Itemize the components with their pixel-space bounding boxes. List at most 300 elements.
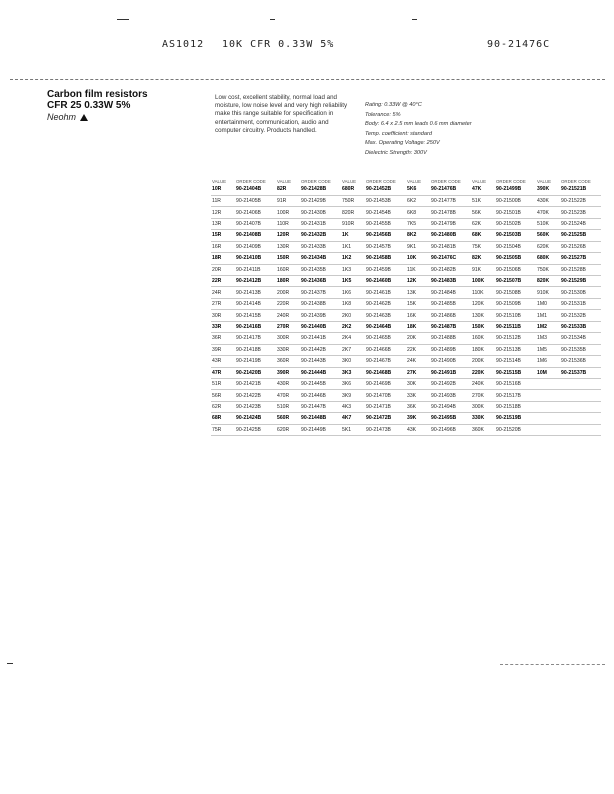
resistance-value: 180R: [276, 276, 300, 287]
resistance-value: 3K3: [341, 367, 365, 378]
table-row: [211, 424, 601, 435]
resistance-value: 200K: [471, 356, 495, 367]
order-code: 90-21430B: [300, 207, 341, 218]
corner-mark: [7, 663, 13, 664]
column-header-code: ORDER CODE: [236, 179, 266, 184]
order-code: 90-21440B: [300, 321, 341, 332]
order-code: 90-21503B: [495, 230, 536, 241]
order-code: 90-21405B: [235, 195, 276, 206]
order-code: 90-21410B: [235, 253, 276, 264]
order-code: 90-21489B: [430, 344, 471, 355]
resistance-value: 470R: [276, 390, 300, 401]
resistance-value: 5K6: [406, 184, 430, 195]
resistance-value: 5K1: [341, 424, 365, 435]
order-code: 90-21522B: [560, 195, 601, 206]
resistance-value: 51K: [471, 195, 495, 206]
resistance-value: 68R: [211, 413, 235, 424]
order-code: 90-21481B: [430, 241, 471, 252]
resistance-value: 130R: [276, 241, 300, 252]
table-row: [211, 356, 601, 367]
order-code: 90-21453B: [365, 195, 406, 206]
resistance-value: 330R: [276, 344, 300, 355]
resistance-value: 91K: [471, 264, 495, 275]
order-code: 90-21434B: [300, 253, 341, 264]
order-code: 90-21449B: [300, 424, 341, 435]
resistance-value: 1K2: [341, 253, 365, 264]
resistance-value: 2K7: [341, 344, 365, 355]
resistance-value: 270R: [276, 321, 300, 332]
order-code: 90-21480B: [430, 230, 471, 241]
resistance-value: 16K: [406, 310, 430, 321]
table-row: [211, 321, 601, 332]
order-code: 90-21465B: [365, 333, 406, 344]
resistance-value: 820R: [341, 207, 365, 218]
order-code: [560, 413, 601, 424]
column-header-code: ORDER CODE: [496, 179, 526, 184]
resistance-value: 3K9: [341, 390, 365, 401]
order-code: 90-21432B: [300, 230, 341, 241]
order-code: 90-21467B: [365, 356, 406, 367]
footer-divider: [500, 664, 605, 665]
order-code: 90-21506B: [495, 264, 536, 275]
order-code: 90-21469B: [365, 378, 406, 389]
order-code: 90-21462B: [365, 298, 406, 309]
resistance-value: 22K: [406, 344, 430, 355]
spec-line: Dielectric Strength: 300V: [365, 149, 427, 156]
resistance-value: 22R: [211, 276, 235, 287]
column-header-code: ORDER CODE: [561, 179, 591, 184]
resistance-value: 750K: [536, 264, 560, 275]
resistance-value: 220K: [471, 367, 495, 378]
order-code: 90-21406B: [235, 207, 276, 218]
resistance-value: 180K: [471, 344, 495, 355]
resistance-value: 18K: [406, 321, 430, 332]
resistance-value: 110K: [471, 287, 495, 298]
order-code: 90-21511B: [495, 321, 536, 332]
order-code: 90-21444B: [300, 367, 341, 378]
resistance-value: 43R: [211, 356, 235, 367]
order-code: 90-21530B: [560, 287, 601, 298]
order-code: 90-21417B: [235, 333, 276, 344]
table-row: [211, 195, 601, 206]
resistance-value: 560K: [536, 230, 560, 241]
resistance-value: 360K: [471, 424, 495, 435]
resistance-value: 6K2: [406, 195, 430, 206]
order-code: 90-21518B: [495, 401, 536, 412]
resistance-value: 510K: [536, 218, 560, 229]
table-row: [211, 218, 601, 229]
resistance-value: 47K: [471, 184, 495, 195]
resistance-value: 56R: [211, 390, 235, 401]
corner-mark: [270, 19, 275, 20]
order-code: 90-21422B: [235, 390, 276, 401]
spec-line: Max. Operating Voltage: 250V: [365, 140, 440, 147]
resistor-table: [211, 170, 601, 436]
resistance-value: 15R: [211, 230, 235, 241]
resistance-value: 620K: [536, 241, 560, 252]
resistance-value: [536, 390, 560, 401]
order-code: 90-21534B: [560, 333, 601, 344]
resistance-value: 150K: [471, 321, 495, 332]
order-code: 90-21517B: [495, 390, 536, 401]
order-code: 90-21416B: [235, 321, 276, 332]
resistance-value: 430R: [276, 378, 300, 389]
column-header-value: VALUE: [537, 179, 552, 184]
resistance-value: 510R: [276, 401, 300, 412]
order-code: 90-21455B: [365, 218, 406, 229]
table-row: [211, 298, 601, 309]
order-code: 90-21424B: [235, 413, 276, 424]
order-code: 90-21508B: [495, 287, 536, 298]
resistance-value: 11R: [211, 195, 235, 206]
order-code: 90-21428B: [300, 184, 341, 195]
column-header-value: VALUE: [212, 179, 227, 184]
column-header-value: VALUE: [407, 179, 422, 184]
order-code: 90-21459B: [365, 264, 406, 275]
resistance-value: [536, 378, 560, 389]
order-code: 90-21423B: [235, 401, 276, 412]
corner-mark: [412, 19, 417, 20]
resistance-value: [536, 424, 560, 435]
resistance-value: 150R: [276, 253, 300, 264]
order-code: 90-21411B: [235, 264, 276, 275]
resistance-value: 820K: [536, 276, 560, 287]
resistance-value: 15K: [406, 298, 430, 309]
resistance-value: 13K: [406, 287, 430, 298]
resistance-value: 360R: [276, 356, 300, 367]
resistance-value: 1M6: [536, 356, 560, 367]
catalog-title: [47, 89, 207, 124]
order-number: 90-21476C: [487, 39, 551, 50]
order-code: 90-21412B: [235, 276, 276, 287]
order-code: 90-21509B: [495, 298, 536, 309]
column-header-code: ORDER CODE: [431, 179, 461, 184]
resistance-value: 36K: [406, 401, 430, 412]
order-code: 90-21445B: [300, 378, 341, 389]
table-row: [211, 276, 601, 287]
resistance-value: 27K: [406, 367, 430, 378]
resistance-value: 160K: [471, 333, 495, 344]
order-code: 90-21420B: [235, 367, 276, 378]
resistance-value: 130K: [471, 310, 495, 321]
table-row: [211, 184, 601, 195]
resistance-value: 390R: [276, 367, 300, 378]
resistance-value: 4K7: [341, 413, 365, 424]
order-code: 90-21493B: [430, 390, 471, 401]
order-code: 90-21505B: [495, 253, 536, 264]
item-header: [0, 39, 614, 53]
resistance-value: 560R: [276, 413, 300, 424]
order-code: [560, 401, 601, 412]
order-code: 90-21507B: [495, 276, 536, 287]
column-header-code: ORDER CODE: [366, 179, 396, 184]
order-code: 90-21485B: [430, 298, 471, 309]
order-code: 90-21512B: [495, 333, 536, 344]
order-code: [560, 390, 601, 401]
table-row: [211, 413, 601, 424]
order-code: 90-21409B: [235, 241, 276, 252]
resistance-value: [536, 413, 560, 424]
order-code: 90-21483B: [430, 276, 471, 287]
corner-mark: [117, 19, 129, 20]
resistance-value: 240R: [276, 310, 300, 321]
resistance-value: 160R: [276, 264, 300, 275]
table-row: [211, 287, 601, 298]
resistance-value: 33K: [406, 390, 430, 401]
resistance-value: 33R: [211, 321, 235, 332]
table-row: [211, 264, 601, 275]
resistance-value: 200R: [276, 287, 300, 298]
order-code: 90-21492B: [430, 378, 471, 389]
header-divider: [10, 79, 605, 81]
order-code: 90-21472B: [365, 413, 406, 424]
resistance-value: 2K4: [341, 333, 365, 344]
order-code: [560, 424, 601, 435]
order-code: 90-21523B: [560, 207, 601, 218]
column-header-code: ORDER CODE: [301, 179, 331, 184]
resistance-value: 270K: [471, 390, 495, 401]
resistance-value: 4K3: [341, 401, 365, 412]
table-row: [211, 401, 601, 412]
resistance-value: 30R: [211, 310, 235, 321]
order-code: 90-21513B: [495, 344, 536, 355]
order-code: 90-21433B: [300, 241, 341, 252]
resistance-value: 1K6: [341, 287, 365, 298]
order-code: 90-21446B: [300, 390, 341, 401]
resistance-value: [536, 401, 560, 412]
order-code: 90-21484B: [430, 287, 471, 298]
order-code: 90-21477B: [430, 195, 471, 206]
order-code: 90-21466B: [365, 344, 406, 355]
resistance-value: 82K: [471, 253, 495, 264]
order-code: 90-21528B: [560, 264, 601, 275]
resistance-value: 1M0: [536, 298, 560, 309]
order-code: 90-21461B: [365, 287, 406, 298]
order-code: 90-21408B: [235, 230, 276, 241]
resistance-value: 470K: [536, 207, 560, 218]
order-code: 90-21478B: [430, 207, 471, 218]
order-code: 90-21536B: [560, 356, 601, 367]
order-code: 90-21500B: [495, 195, 536, 206]
resistance-value: 1K3: [341, 264, 365, 275]
order-code: 90-21407B: [235, 218, 276, 229]
resistance-value: 62R: [211, 401, 235, 412]
order-code: 90-21431B: [300, 218, 341, 229]
resistance-value: 680K: [536, 253, 560, 264]
order-code: 90-21421B: [235, 378, 276, 389]
resistance-value: 110R: [276, 218, 300, 229]
order-code: 90-21418B: [235, 344, 276, 355]
order-code: 90-21525B: [560, 230, 601, 241]
resistance-value: 47R: [211, 367, 235, 378]
order-code: 90-21495B: [430, 413, 471, 424]
table-row: [211, 253, 601, 264]
spec-line: Temp. coefficient: standard: [365, 130, 432, 137]
order-code: 90-21501B: [495, 207, 536, 218]
resistance-value: 1K: [341, 230, 365, 241]
order-code: 90-21526B: [560, 241, 601, 252]
resistance-value: 10K: [406, 253, 430, 264]
resistance-value: 24K: [406, 356, 430, 367]
resistance-value: 12R: [211, 207, 235, 218]
order-code: 90-21448B: [300, 413, 341, 424]
resistance-value: 120K: [471, 298, 495, 309]
order-code: 90-21429B: [300, 195, 341, 206]
resistance-value: 330K: [471, 413, 495, 424]
order-code: 90-21468B: [365, 367, 406, 378]
resistance-value: 30K: [406, 378, 430, 389]
order-code: 90-21532B: [560, 310, 601, 321]
resistance-value: 82R: [276, 184, 300, 195]
table-row: [211, 310, 601, 321]
column-header-value: VALUE: [472, 179, 487, 184]
resistance-value: 750R: [341, 195, 365, 206]
table-row: [211, 378, 601, 389]
column-header-value: VALUE: [277, 179, 292, 184]
order-code: 90-21487B: [430, 321, 471, 332]
table-row: [211, 333, 601, 344]
table-body: [211, 184, 601, 436]
order-code: 90-21527B: [560, 253, 601, 264]
column-header-value: VALUE: [342, 179, 357, 184]
order-code: 90-21435B: [300, 264, 341, 275]
resistance-value: 1M1: [536, 310, 560, 321]
spec-line: Body: 6.4 x 2.5 mm leads 0.6 mm diameter: [365, 121, 472, 128]
order-code: 90-21413B: [235, 287, 276, 298]
spec-line: Tolerance: 5%: [365, 111, 401, 118]
order-code: 90-21438B: [300, 298, 341, 309]
resistance-value: 240K: [471, 378, 495, 389]
order-code: 90-21457B: [365, 241, 406, 252]
resistance-value: 10R: [211, 184, 235, 195]
order-code: 90-21443B: [300, 356, 341, 367]
order-code: 90-21486B: [430, 310, 471, 321]
resistance-value: 51R: [211, 378, 235, 389]
resistance-value: 1M3: [536, 333, 560, 344]
order-code: 90-21425B: [235, 424, 276, 435]
order-code: 90-21452B: [365, 184, 406, 195]
resistance-value: 75K: [471, 241, 495, 252]
order-code: 90-21476C: [430, 253, 471, 264]
resistance-value: 16R: [211, 241, 235, 252]
order-code: 90-21471B: [365, 401, 406, 412]
order-code: 90-21496B: [430, 424, 471, 435]
resistance-value: 910R: [341, 218, 365, 229]
order-code: 90-21519B: [495, 413, 536, 424]
order-code: 90-21404B: [235, 184, 276, 195]
order-code: 90-21502B: [495, 218, 536, 229]
order-code: 90-21436B: [300, 276, 341, 287]
order-code: 90-21473B: [365, 424, 406, 435]
resistance-value: 3K6: [341, 378, 365, 389]
resistance-value: 91R: [276, 195, 300, 206]
order-code: 90-21488B: [430, 333, 471, 344]
order-code: 90-21447B: [300, 401, 341, 412]
order-code: 90-21454B: [365, 207, 406, 218]
resistance-value: 62K: [471, 218, 495, 229]
order-code: 90-21515B: [495, 367, 536, 378]
resistance-value: 120R: [276, 230, 300, 241]
resistance-value: 13R: [211, 218, 235, 229]
resistance-value: 75R: [211, 424, 235, 435]
resistance-value: 6K8: [406, 207, 430, 218]
manufacturer: [47, 111, 207, 124]
order-code: 90-21533B: [560, 321, 601, 332]
spec-list: [365, 101, 475, 159]
resistance-value: 100K: [471, 276, 495, 287]
resistance-value: 1K5: [341, 276, 365, 287]
order-code: 90-21537B: [560, 367, 601, 378]
resistance-value: 11K: [406, 264, 430, 275]
order-code: 90-21470B: [365, 390, 406, 401]
resistance-value: 3K0: [341, 356, 365, 367]
triangle-icon: [80, 114, 88, 121]
order-code: 90-21529B: [560, 276, 601, 287]
resistance-value: 39R: [211, 344, 235, 355]
order-code: 90-21442B: [300, 344, 341, 355]
order-code: 90-21524B: [560, 218, 601, 229]
resistance-value: 430K: [536, 195, 560, 206]
order-code: 90-21490B: [430, 356, 471, 367]
order-code: 90-21479B: [430, 218, 471, 229]
resistance-value: 43K: [406, 424, 430, 435]
resistance-value: 1M5: [536, 344, 560, 355]
resistance-value: 300K: [471, 401, 495, 412]
table-row: [211, 390, 601, 401]
order-code: 90-21482B: [430, 264, 471, 275]
order-code: 90-21414B: [235, 298, 276, 309]
resistance-value: 100R: [276, 207, 300, 218]
table-row: [211, 344, 601, 355]
order-code: 90-21463B: [365, 310, 406, 321]
order-code: 90-21504B: [495, 241, 536, 252]
resistance-value: 1K8: [341, 298, 365, 309]
order-code: 90-21464B: [365, 321, 406, 332]
catalog-title-line2: CFR 25 0.33W 5%: [47, 100, 131, 111]
order-code: 90-21419B: [235, 356, 276, 367]
item-description: 10K CFR 0.33W 5%: [222, 39, 335, 50]
table-row: [211, 230, 601, 241]
resistance-value: 1K1: [341, 241, 365, 252]
table-row: [211, 241, 601, 252]
order-code: 90-21499B: [495, 184, 536, 195]
order-code: 90-21476B: [430, 184, 471, 195]
resistance-value: 620R: [276, 424, 300, 435]
resistance-value: 680R: [341, 184, 365, 195]
resistance-value: 220R: [276, 298, 300, 309]
resistance-value: 20K: [406, 333, 430, 344]
resistance-value: 390K: [536, 184, 560, 195]
resistance-value: 27R: [211, 298, 235, 309]
resistance-value: 10M: [536, 367, 560, 378]
order-code: 90-21437B: [300, 287, 341, 298]
table-row: [211, 367, 601, 378]
resistance-value: 910K: [536, 287, 560, 298]
table-row: [211, 207, 601, 218]
resistance-value: 24R: [211, 287, 235, 298]
resistance-value: 2K2: [341, 321, 365, 332]
resistance-value: 7K5: [406, 218, 430, 229]
order-code: 90-21494B: [430, 401, 471, 412]
catalog-title-line1: Carbon film resistors: [47, 89, 148, 100]
resistance-value: 12K: [406, 276, 430, 287]
resistance-value: 68K: [471, 230, 495, 241]
table-header-row: [211, 170, 601, 184]
resistance-value: 39K: [406, 413, 430, 424]
order-code: 90-21514B: [495, 356, 536, 367]
resistance-value: 9K1: [406, 241, 430, 252]
order-code: 90-21415B: [235, 310, 276, 321]
